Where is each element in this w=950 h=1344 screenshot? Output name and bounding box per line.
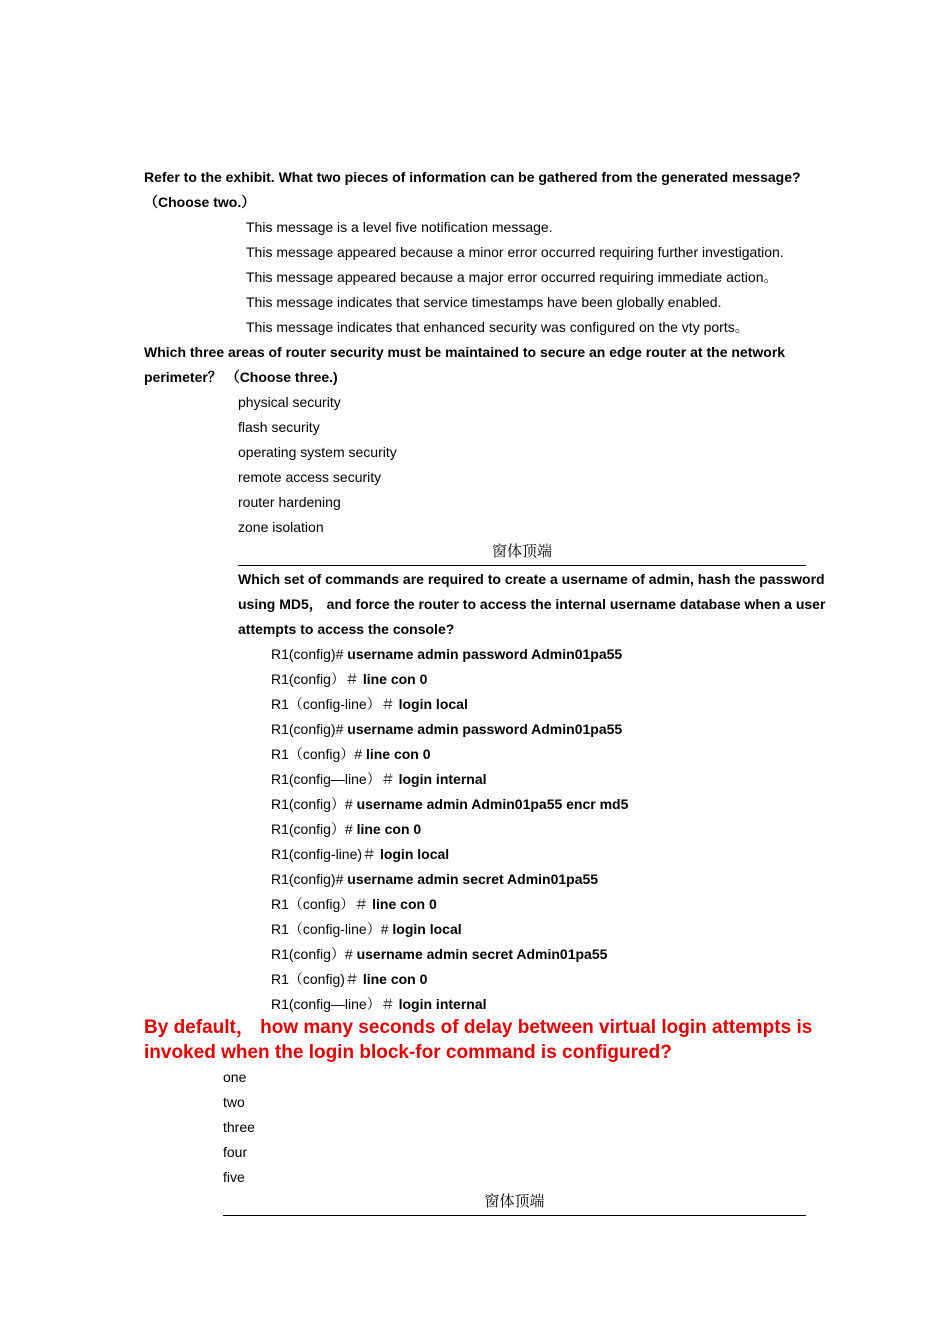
command-line[interactable] — [271, 917, 462, 942]
command-line[interactable] — [271, 942, 607, 967]
cli-command: username admin secret Admin01pa55 — [347, 871, 599, 887]
option-item[interactable]: three — [223, 1119, 255, 1135]
form-divider — [238, 565, 806, 566]
form-top-label: 窗体顶端 — [484, 1192, 545, 1210]
option-item[interactable]: flash security — [238, 419, 320, 435]
cli-command: line con 0 — [372, 896, 437, 912]
cli-command: login local — [398, 696, 468, 712]
option-item[interactable]: This message appeared because a minor error occurred requiring further investigation. — [246, 244, 784, 260]
command-line[interactable] — [271, 717, 622, 742]
question-1-choose: （Choose two.） — [144, 194, 256, 210]
cli-command: username admin password Admin01pa55 — [347, 646, 623, 662]
cli-prompt: R1(config）# — [271, 821, 357, 837]
cli-prompt: R1(config）# — [271, 796, 357, 812]
cli-command: login local — [392, 921, 462, 937]
command-line[interactable] — [271, 692, 468, 717]
cli-command: line con 0 — [356, 821, 422, 837]
cli-prompt: R1（config-line）＃ — [271, 696, 399, 712]
command-line[interactable] — [271, 767, 487, 792]
cli-command: line con 0 — [365, 746, 431, 762]
option-item[interactable]: operating system security — [238, 444, 397, 460]
option-item[interactable]: zone isolation — [238, 519, 324, 535]
cli-command: login internal — [398, 771, 487, 787]
option-item[interactable]: one — [223, 1069, 247, 1085]
cli-prompt: R1(config)# — [271, 721, 348, 737]
question-3-text-line2: using MD5， and force the router to access the internal username database when a user — [238, 596, 826, 612]
command-line[interactable] — [271, 792, 628, 817]
command-line[interactable] — [271, 742, 431, 767]
option-item[interactable]: This message appeared because a major error occurred requiring immediate action。 — [246, 269, 778, 285]
cli-prompt: R1(config—line）＃ — [271, 996, 399, 1012]
cli-command: login local — [379, 846, 450, 862]
cli-command: line con 0 — [362, 971, 428, 987]
option-item[interactable]: four — [223, 1144, 248, 1160]
option-item[interactable]: router hardening — [238, 494, 341, 510]
command-line[interactable] — [271, 992, 487, 1017]
cli-prompt: R1(config)# — [271, 646, 348, 662]
question-3-text: Which set of commands are required to create a username of admin, hash the password — [238, 571, 825, 587]
command-line[interactable] — [271, 842, 449, 867]
cli-command: line con 0 — [362, 671, 428, 687]
question-4-text: By default， how many seconds of delay between virtual login attempts is — [144, 1017, 813, 1038]
cli-command: login internal — [398, 996, 487, 1012]
cli-prompt: R1(config）＃ — [271, 671, 363, 687]
cli-prompt: R1(config)# — [271, 871, 348, 887]
cli-prompt: R1（config）# — [271, 746, 366, 762]
form-divider — [223, 1215, 806, 1216]
form-top-label: 窗体顶端 — [491, 542, 552, 560]
option-item[interactable]: remote access security — [238, 469, 382, 485]
question-2-text: Which three areas of router security must be maintained to secure an edge router at the network — [144, 344, 786, 360]
option-item[interactable]: This message indicates that service timestamps have been globally enabled. — [246, 294, 722, 310]
cli-command: username admin secret Admin01pa55 — [356, 946, 608, 962]
option-item[interactable]: five — [223, 1169, 245, 1185]
cli-prompt: R1（config-line）# — [271, 921, 393, 937]
command-line[interactable] — [271, 892, 437, 917]
question-2-choose: perimeter？ （Choose three.) — [144, 369, 338, 385]
command-line[interactable] — [271, 967, 427, 992]
command-line[interactable] — [271, 642, 622, 667]
cli-prompt: R1(config）# — [271, 946, 357, 962]
cli-prompt: R1（config)＃ — [271, 971, 363, 987]
question-1-text: Refer to the exhibit. What two pieces of information can be gathered from the generated message? — [144, 169, 801, 185]
cli-prompt: R1(config-line)＃ — [271, 846, 380, 862]
cli-prompt: R1(config—line）＃ — [271, 771, 399, 787]
option-item[interactable]: physical security — [238, 394, 341, 410]
cli-command: username admin password Admin01pa55 — [347, 721, 623, 737]
cli-command: username admin Admin01pa55 encr md5 — [356, 796, 629, 812]
question-4-text-line2: invoked when the login block-for command is configured? — [144, 1042, 672, 1063]
question-3-text-line3: attempts to access the console? — [238, 621, 455, 637]
option-item[interactable]: This message is a level five notification message. — [246, 219, 553, 235]
command-line[interactable] — [271, 817, 421, 842]
cli-prompt: R1（config）＃ — [271, 896, 373, 912]
command-line[interactable] — [271, 667, 427, 692]
command-line[interactable] — [271, 867, 598, 892]
option-item[interactable]: This message indicates that enhanced security was configured on the vty ports。 — [246, 319, 749, 335]
option-item[interactable]: two — [223, 1094, 245, 1110]
